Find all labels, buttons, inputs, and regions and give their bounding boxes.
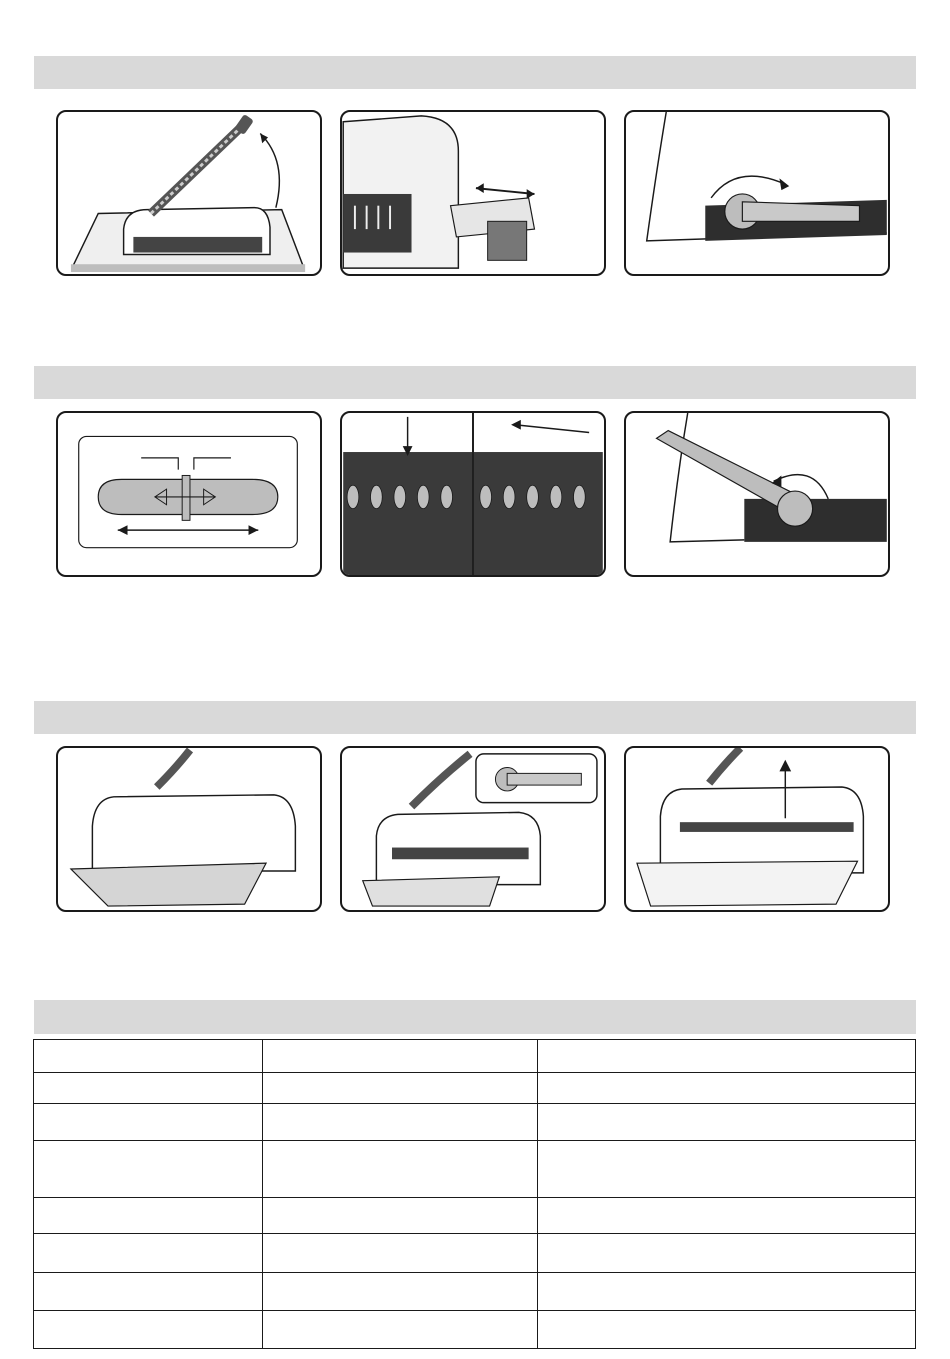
spec-cell: [34, 1104, 263, 1141]
section-band-specs: [34, 1000, 916, 1034]
table-row: [34, 1073, 916, 1104]
table-row: [34, 1141, 916, 1198]
sheet-remove-illustration: [626, 748, 888, 910]
spec-cell: [538, 1311, 916, 1349]
spec-cell: [34, 1311, 263, 1349]
spec-cell: [34, 1073, 263, 1104]
spec-cell: [538, 1234, 916, 1273]
comb-insertion-illustration: [342, 413, 604, 575]
table-row: [34, 1040, 916, 1073]
spec-cell: [263, 1198, 538, 1234]
spec-cell: [263, 1273, 538, 1311]
spec-cell: [538, 1141, 916, 1198]
width-guide-illustration: [58, 413, 320, 575]
table-row: [34, 1104, 916, 1141]
spec-cell: [263, 1040, 538, 1073]
spec-cell: [263, 1311, 538, 1349]
spec-cell: [538, 1198, 916, 1234]
table-row: [34, 1273, 916, 1311]
panel-handle-rotate-close: [624, 411, 890, 577]
binder-open-illustration: [58, 112, 320, 274]
spec-cell: [34, 1198, 263, 1234]
sheet-insert-illustration: [58, 748, 320, 910]
spec-cell: [538, 1104, 916, 1141]
panel-comb-insertion: [340, 411, 606, 577]
panel-sheet-remove: [624, 746, 890, 912]
panel-sheet-punch: [340, 746, 606, 912]
table-row: [34, 1198, 916, 1234]
panel-comb-width-selector: [340, 110, 606, 276]
handle-rotate-close-illustration: [626, 413, 888, 575]
comb-width-illustration: [342, 112, 604, 274]
panel-handle-rotate-open: [624, 110, 890, 276]
specifications-table: [33, 1039, 916, 1349]
handle-rotate-open-illustration: [626, 112, 888, 274]
spec-cell: [263, 1141, 538, 1198]
spec-cell: [34, 1040, 263, 1073]
section-band-2: [34, 366, 916, 399]
spec-cell: [34, 1234, 263, 1273]
spec-cell: [538, 1273, 916, 1311]
spec-cell: [263, 1104, 538, 1141]
sheet-punch-illustration: [342, 748, 604, 910]
panel-binder-open-handle: [56, 110, 322, 276]
section-band-1: [34, 56, 916, 89]
spec-cell: [538, 1040, 916, 1073]
spec-cell: [263, 1073, 538, 1104]
spec-cell: [263, 1234, 538, 1273]
table-row: [34, 1234, 916, 1273]
panel-document-width-guide: [56, 411, 322, 577]
table-row: [34, 1311, 916, 1349]
spec-cell: [538, 1073, 916, 1104]
spec-cell: [34, 1273, 263, 1311]
spec-cell: [34, 1141, 263, 1198]
section-band-3: [34, 701, 916, 734]
panel-sheet-insert: [56, 746, 322, 912]
